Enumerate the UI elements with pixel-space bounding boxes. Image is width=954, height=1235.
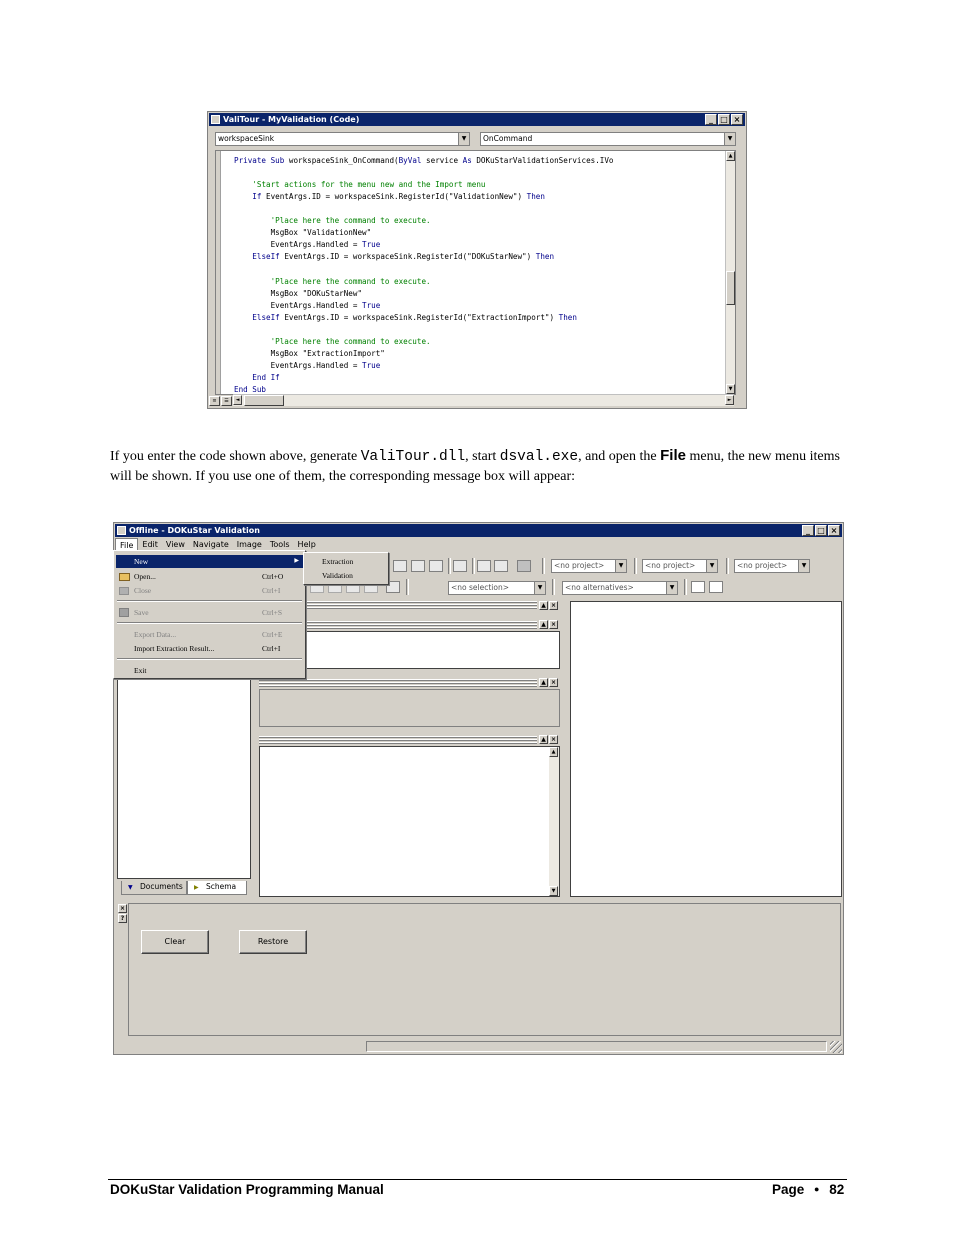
scroll-down-icon[interactable]: ▼ [726, 384, 735, 394]
menu-separator [117, 600, 302, 602]
code-comment: 'Place here the command to execute. [270, 336, 431, 346]
code-line [234, 227, 371, 238]
menu-item-shortcut: Ctrl+S [262, 608, 283, 617]
toolbar-icon[interactable] [477, 560, 491, 572]
full-module-view-icon[interactable]: ☰ [221, 396, 232, 406]
code-text [234, 252, 252, 261]
scroll-thumb[interactable] [726, 271, 735, 305]
code-keyword: If [252, 192, 267, 202]
scroll-right-icon[interactable]: ► [725, 395, 734, 405]
pane-pin-icon[interactable]: ? [118, 914, 127, 923]
vertical-scrollbar[interactable] [725, 151, 735, 394]
alternatives-combo-value: <no alternatives> [565, 583, 634, 592]
page-label: Page [772, 1182, 805, 1197]
procedure-combo-value: OnCommand [483, 134, 533, 143]
body-paragraph [110, 446, 850, 487]
menu-item-shortcut: Ctrl+O [262, 572, 284, 581]
save-icon [119, 608, 129, 617]
chevron-down-icon[interactable]: ▼ [798, 560, 809, 572]
image-panel[interactable] [570, 601, 842, 897]
toolbar-icon[interactable] [453, 560, 467, 572]
panel-close-icon[interactable]: × [550, 736, 557, 743]
code-line [234, 312, 577, 323]
code-keyword: As [462, 156, 477, 165]
chevron-down-icon[interactable]: ▼ [458, 133, 469, 145]
scroll-down-icon[interactable]: ▼ [549, 886, 558, 896]
code-text [234, 313, 252, 322]
toolbar-separator [726, 558, 729, 574]
panel-restore-icon[interactable]: ▲ [539, 601, 548, 610]
code-keyword: ByVal [398, 156, 427, 165]
dll-name: ValiTour.dll [360, 449, 466, 465]
hscroll-thumb[interactable] [244, 395, 284, 406]
toolbar-separator [634, 558, 637, 574]
code-window [207, 111, 747, 409]
vb-app-icon [211, 115, 220, 124]
code-text [234, 192, 252, 201]
code-window-title: ValiTour - MyValidation (Code) [223, 115, 360, 124]
code-line [234, 348, 385, 359]
minimize-icon[interactable]: _ [705, 114, 717, 125]
object-combo[interactable] [215, 132, 470, 146]
panel-close-icon[interactable]: × [550, 621, 557, 628]
document-arrow-icon[interactable] [709, 581, 723, 593]
status-bar [114, 1039, 843, 1054]
code-comment: 'Start actions for the menu new and the Import menu [252, 180, 486, 190]
restore-button[interactable]: Restore [239, 930, 307, 954]
code-keyword: Then [526, 192, 545, 202]
close-icon[interactable]: × [731, 114, 743, 125]
file-menu-item-open[interactable] [116, 570, 303, 583]
para-text-1: If you enter the code shown above, generate [110, 449, 361, 464]
menu-help[interactable]: Help [297, 540, 316, 549]
app-titlebar [115, 524, 842, 537]
toolbar-icon[interactable] [494, 560, 508, 572]
code-comment: 'Place here the command to execute. [270, 216, 431, 226]
file-menu-item-exit[interactable] [116, 664, 303, 677]
close-icon[interactable]: × [828, 525, 840, 536]
code-text: EventArgs.ID = workspaceSink.RegisterId("ExtractionImport") [284, 312, 559, 322]
code-line [234, 179, 485, 190]
code-text: EventArgs.Handled = [234, 240, 363, 250]
tab-schema-label: Schema [206, 882, 237, 891]
code-window-titlebar [209, 113, 745, 126]
code-keyword: Then [535, 252, 555, 262]
code-line [234, 300, 380, 311]
menu-item-shortcut: Ctrl+I [262, 586, 281, 595]
toolbar-separator [448, 558, 451, 574]
code-text: EventArgs.Handled = [234, 360, 363, 370]
panel-restore-icon[interactable]: ▲ [539, 620, 548, 629]
para-text-3: , and open the [578, 449, 661, 464]
code-line [234, 251, 554, 262]
selection-combo-value: <no selection> [451, 583, 510, 592]
panel-grip[interactable] [259, 679, 537, 688]
size-grip-icon[interactable] [830, 1041, 842, 1053]
menu-image[interactable]: Image [236, 540, 262, 549]
menu-tools[interactable]: Tools [269, 540, 290, 549]
page-number: 82 [829, 1182, 845, 1197]
vertical-scrollbar[interactable] [549, 747, 559, 896]
para-text-2: , start [465, 449, 500, 464]
status-pane [366, 1041, 827, 1052]
code-text: workspaceSink_OnCommand( [288, 156, 399, 165]
code-text: MsgBox "ExtractionImport" [234, 348, 385, 358]
code-text: EventArgs.ID = workspaceSink.RegisterId("ValidationNew") [266, 192, 527, 202]
submenu-arrow-icon: ▶ [294, 558, 299, 564]
submenu-item-extraction[interactable]: Extraction [322, 557, 354, 566]
menu-separator [117, 622, 302, 624]
code-comment: 'Place here the command to execute. [270, 276, 431, 286]
project-combo-value: <no project> [737, 561, 788, 570]
code-keyword: ElseIf [252, 252, 285, 262]
menu-item-label: Exit [134, 666, 147, 675]
menu-edit[interactable]: Edit [142, 540, 158, 549]
code-text [234, 216, 271, 225]
procedure-combo[interactable] [480, 132, 736, 146]
triangle-right-icon: ▶ [194, 884, 199, 891]
scroll-up-icon[interactable]: ▲ [726, 151, 735, 161]
object-combo-value: workspaceSink [218, 134, 275, 143]
toolbar-separator [472, 558, 475, 574]
code-line [234, 372, 280, 383]
code-text [234, 180, 252, 189]
footer-title: DOKuStar Validation Programming Manual [110, 1182, 384, 1197]
chevron-down-icon[interactable]: ▼ [706, 560, 717, 572]
code-keyword: Private Sub [234, 156, 289, 165]
code-line [234, 276, 431, 287]
file-menu-item-new[interactable] [116, 555, 303, 568]
close-file-icon [119, 587, 129, 595]
pane-close-icon[interactable]: × [119, 905, 126, 912]
menu-item-label: Save [134, 608, 149, 617]
list-panel[interactable] [259, 746, 560, 897]
file-menu-item-export[interactable] [116, 628, 303, 641]
horizontal-scrollbar[interactable] [233, 394, 734, 406]
scroll-up-icon[interactable]: ▲ [549, 747, 558, 757]
code-keyword: ElseIf [252, 312, 285, 322]
code-text: EventArgs.ID = workspaceSink.RegisterId("DOKuStarNew") [284, 252, 536, 262]
menu-file[interactable]: File [115, 538, 138, 552]
code-keyword: True [362, 240, 381, 250]
maximize-icon[interactable]: □ [815, 525, 827, 536]
scroll-left-icon[interactable]: ◄ [233, 395, 242, 405]
toolbar-separator [684, 579, 687, 595]
dokustar-app-icon [117, 526, 126, 535]
code-text [234, 277, 271, 286]
exe-name: dsval.exe [499, 449, 579, 465]
menu-item-label: New [134, 557, 149, 566]
new-document-icon[interactable] [691, 581, 705, 593]
code-text: MsgBox "DOKuStarNew" [234, 288, 363, 298]
app-title: Offline - DOKuStar Validation [129, 526, 260, 535]
toolbar-icon[interactable] [411, 560, 425, 572]
project-combo-2[interactable] [642, 559, 718, 573]
code-text: EventArgs.Handled = [234, 300, 363, 310]
file-menu-item-save[interactable] [116, 606, 303, 619]
bullet-icon: ● [814, 1184, 820, 1194]
minimize-icon[interactable]: _ [802, 525, 814, 536]
code-keyword: True [362, 360, 381, 370]
panel-close-icon[interactable]: × [550, 602, 557, 609]
chevron-down-icon[interactable]: ▼ [724, 133, 735, 145]
maximize-icon[interactable]: □ [718, 114, 730, 125]
menu-item-label: Import Extraction Result... [134, 644, 215, 653]
code-line [234, 360, 380, 371]
code-text [234, 373, 252, 382]
footer-page [772, 1182, 844, 1197]
menu-item-label: Close [134, 586, 152, 595]
code-editor[interactable] [215, 150, 736, 395]
code-keyword: End Sub [234, 384, 267, 394]
menu-view[interactable]: View [165, 540, 185, 549]
project-combo-3[interactable] [734, 559, 810, 573]
menu-item-shortcut: Ctrl+I [262, 644, 281, 653]
panel-restore-icon[interactable]: ▲ [539, 678, 548, 687]
project-combo-1[interactable] [551, 559, 627, 573]
alternatives-combo[interactable] [562, 581, 678, 595]
selection-combo[interactable] [448, 581, 546, 595]
code-line [234, 336, 431, 347]
code-text: MsgBox "ValidationNew" [234, 228, 372, 238]
code-text: DOKuStarValidationServices.IVo [476, 156, 614, 165]
menu-navigate[interactable]: Navigate [192, 540, 229, 549]
toolbar-icon[interactable] [393, 560, 407, 572]
panel-grip[interactable] [259, 736, 537, 745]
code-line [234, 155, 614, 166]
code-line [234, 215, 431, 226]
new-submenu [303, 552, 389, 585]
code-keyword: Then [558, 312, 577, 322]
triangle-down-icon: ▼ [128, 884, 133, 891]
toolbar-icon[interactable] [429, 560, 443, 572]
code-line [234, 288, 362, 299]
file-menu-item-import[interactable] [116, 642, 303, 655]
toolbar-separator [406, 579, 409, 595]
menu-item-label: Export Data... [134, 630, 177, 639]
menu-separator [117, 658, 302, 660]
code-gutter [216, 151, 221, 394]
tab-documents-label: Documents [140, 882, 183, 891]
chevron-down-icon[interactable]: ▼ [534, 582, 545, 594]
file-menu-dropdown [113, 550, 306, 679]
snippet-panel [259, 689, 560, 727]
submenu-item-validation[interactable]: Validation [322, 571, 353, 580]
clear-button[interactable]: Clear [141, 930, 209, 954]
footer-rule [108, 1179, 847, 1180]
toolbar-separator [552, 579, 555, 595]
code-text: service [426, 156, 463, 165]
chevron-down-icon[interactable]: ▼ [666, 582, 677, 594]
code-line [234, 191, 545, 202]
file-menu-item-close[interactable] [116, 584, 303, 597]
para-text-4: menu, the new menu items will be shown. If you use one of them, the corresponding message box will appear: [110, 449, 840, 484]
project-combo-value: <no project> [645, 561, 696, 570]
message-pane [128, 903, 841, 1036]
procedure-view-icon[interactable]: ≡ [209, 396, 220, 406]
code-keyword: True [362, 300, 381, 310]
menu-item-shortcut: Ctrl+E [262, 630, 283, 639]
panel-restore-icon[interactable]: ▲ [539, 735, 548, 744]
toolbar-icon[interactable] [517, 560, 531, 572]
panel-close-icon[interactable]: × [550, 679, 557, 686]
code-text [234, 337, 271, 346]
file-menu-ref: File [660, 447, 686, 464]
project-combo-value: <no project> [554, 561, 605, 570]
tab-schema[interactable] [187, 881, 247, 895]
code-line [234, 239, 380, 250]
folder-open-icon [119, 573, 130, 581]
navigator-panel[interactable] [117, 673, 251, 879]
chevron-down-icon[interactable]: ▼ [615, 560, 626, 572]
tab-documents[interactable] [121, 881, 187, 895]
menu-item-label: Open... [134, 572, 156, 581]
code-keyword: End If [252, 372, 280, 382]
toolbar-separator [542, 558, 545, 574]
